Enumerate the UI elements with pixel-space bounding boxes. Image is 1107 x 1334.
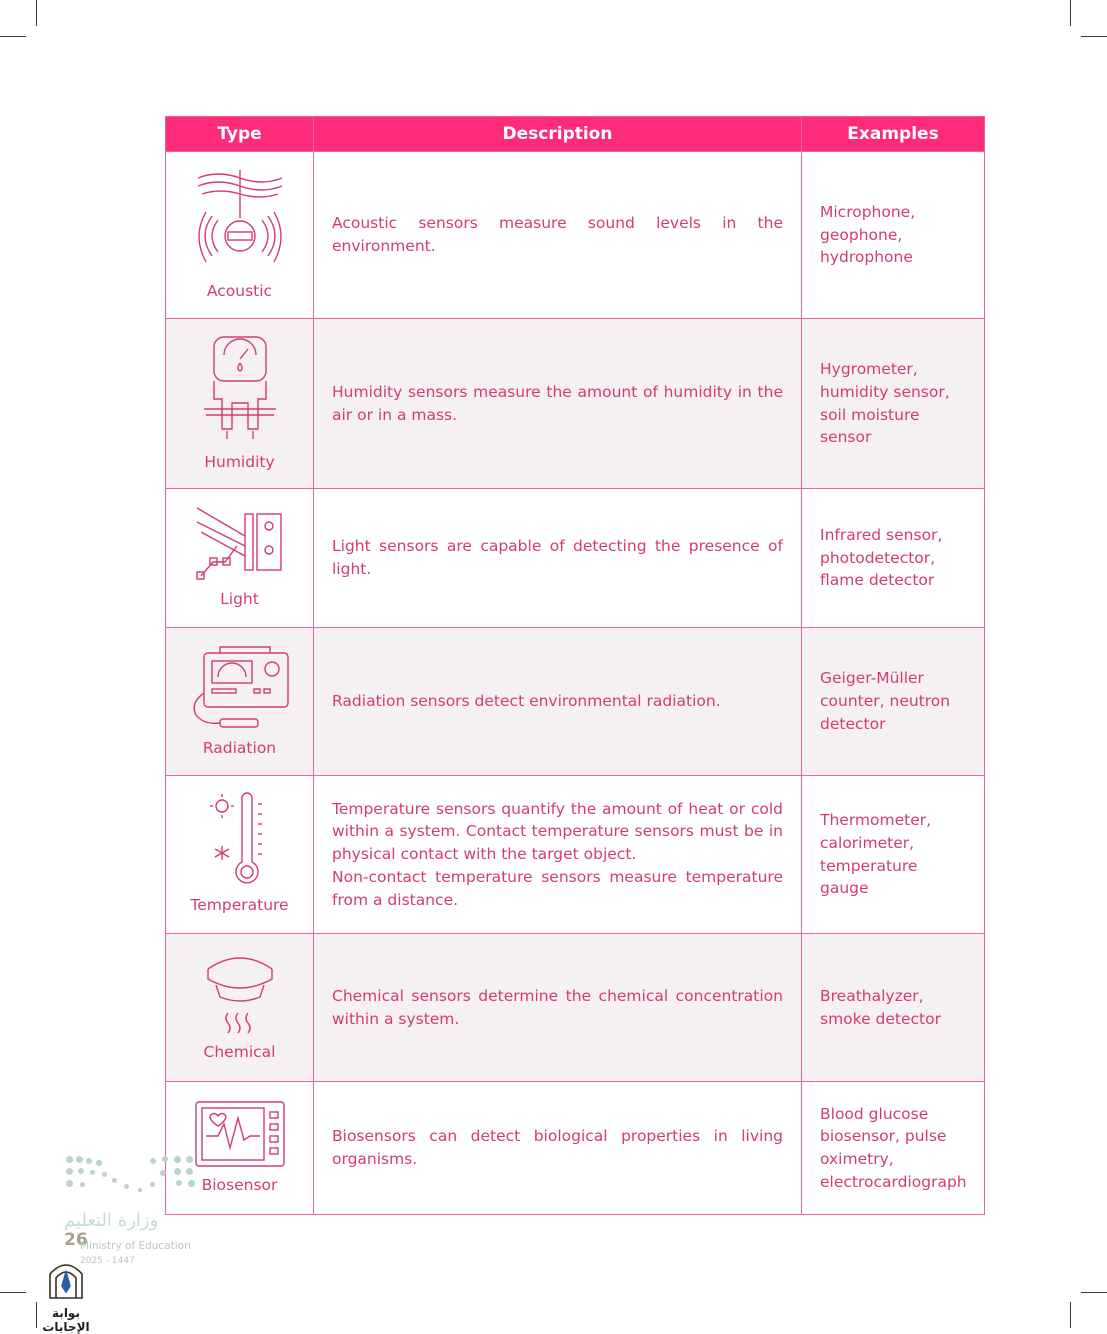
heart-monitor-icon <box>194 1100 286 1168</box>
type-cell <box>166 1082 314 1215</box>
description-cell: Biosensors can detect biological properties in living organisms. <box>314 1082 802 1215</box>
table-row <box>166 934 985 1082</box>
crop-mark <box>36 0 37 26</box>
crop-mark <box>0 1292 26 1293</box>
description-text: Temperature sensors quantify the amount of heat or cold within a system. Contact temperature sensors must be in physical contact with the target object. <box>332 799 783 864</box>
examples-cell: Blood glucose biosensor, pulse oximetry, electrocardiograph <box>802 1082 985 1215</box>
sensor-types-table <box>165 116 985 1215</box>
examples-cell: Infrared sensor, photodetector, flame detector <box>802 489 985 628</box>
table-row <box>166 489 985 628</box>
description-cell: Humidity sensors measure the amount of humidity in the air or in a mass. <box>314 319 802 489</box>
table-header-row <box>166 117 985 152</box>
description-cell: Chemical sensors determine the chemical concentration within a system. <box>314 934 802 1082</box>
header-examples: Examples <box>802 117 985 152</box>
acoustic-sensor-icon <box>194 168 286 274</box>
type-label: Radiation <box>202 739 277 758</box>
table-row <box>166 1082 985 1215</box>
type-cell <box>166 628 314 776</box>
examples-cell: Hygrometer, humidity sensor, soil moisture sensor <box>802 319 985 489</box>
portal-label: بوابة الإجابات <box>42 1306 90 1334</box>
header-description: Description <box>314 117 802 152</box>
crop-mark <box>0 36 26 37</box>
description-cell <box>314 776 802 934</box>
type-cell <box>166 319 314 489</box>
examples-cell: Breathalyzer, smoke detector <box>802 934 985 1082</box>
ministry-name-ar: وزارة التعليم <box>64 1210 159 1231</box>
thermometer-icon <box>210 792 270 888</box>
examples-cell: Microphone, geophone, hydrophone <box>802 152 985 319</box>
type-cell <box>166 776 314 934</box>
type-label: Biosensor <box>201 1175 278 1194</box>
crop-mark <box>1070 0 1071 26</box>
description-cell: Acoustic sensors measure sound levels in the environment. <box>314 152 802 319</box>
table-row <box>166 776 985 934</box>
crop-mark <box>1070 1302 1071 1328</box>
type-label: Light <box>220 589 259 608</box>
page-number: 26 <box>64 1230 88 1250</box>
description-cell: Light sensors are capable of detecting the presence of light. <box>314 489 802 628</box>
type-cell <box>166 934 314 1082</box>
light-sensor-icon <box>195 506 285 582</box>
ministry-name-en: Ministry of Education <box>80 1240 191 1252</box>
portal-logo <box>30 1256 102 1334</box>
crop-mark <box>1081 36 1107 37</box>
type-label: Chemical <box>203 1043 276 1062</box>
table-row <box>166 628 985 776</box>
smoke-detector-icon <box>204 951 276 1035</box>
type-label: Temperature <box>190 896 289 915</box>
examples-cell: Thermometer, calorimeter, temperature gauge <box>802 776 985 934</box>
examples-cell: Geiger-Müller counter, neutron detector <box>802 628 985 776</box>
type-cell <box>166 489 314 628</box>
radiation-sensor-icon <box>190 643 290 731</box>
header-type: Type <box>166 117 314 152</box>
type-label: Acoustic <box>206 281 273 300</box>
type-label: Humidity <box>204 453 275 472</box>
humidity-sensor-icon <box>200 333 280 445</box>
table-row <box>166 319 985 489</box>
table-row <box>166 152 985 319</box>
ministry-year: 2025 - 1447 <box>80 1256 135 1266</box>
description-cell: Radiation sensors detect environmental radiation. <box>314 628 802 776</box>
crop-mark <box>1081 1292 1107 1293</box>
type-cell <box>166 152 314 319</box>
portal-emblem-icon <box>46 1256 86 1300</box>
description-text: Non-contact temperature sensors measure temperature from a distance. <box>332 867 783 909</box>
